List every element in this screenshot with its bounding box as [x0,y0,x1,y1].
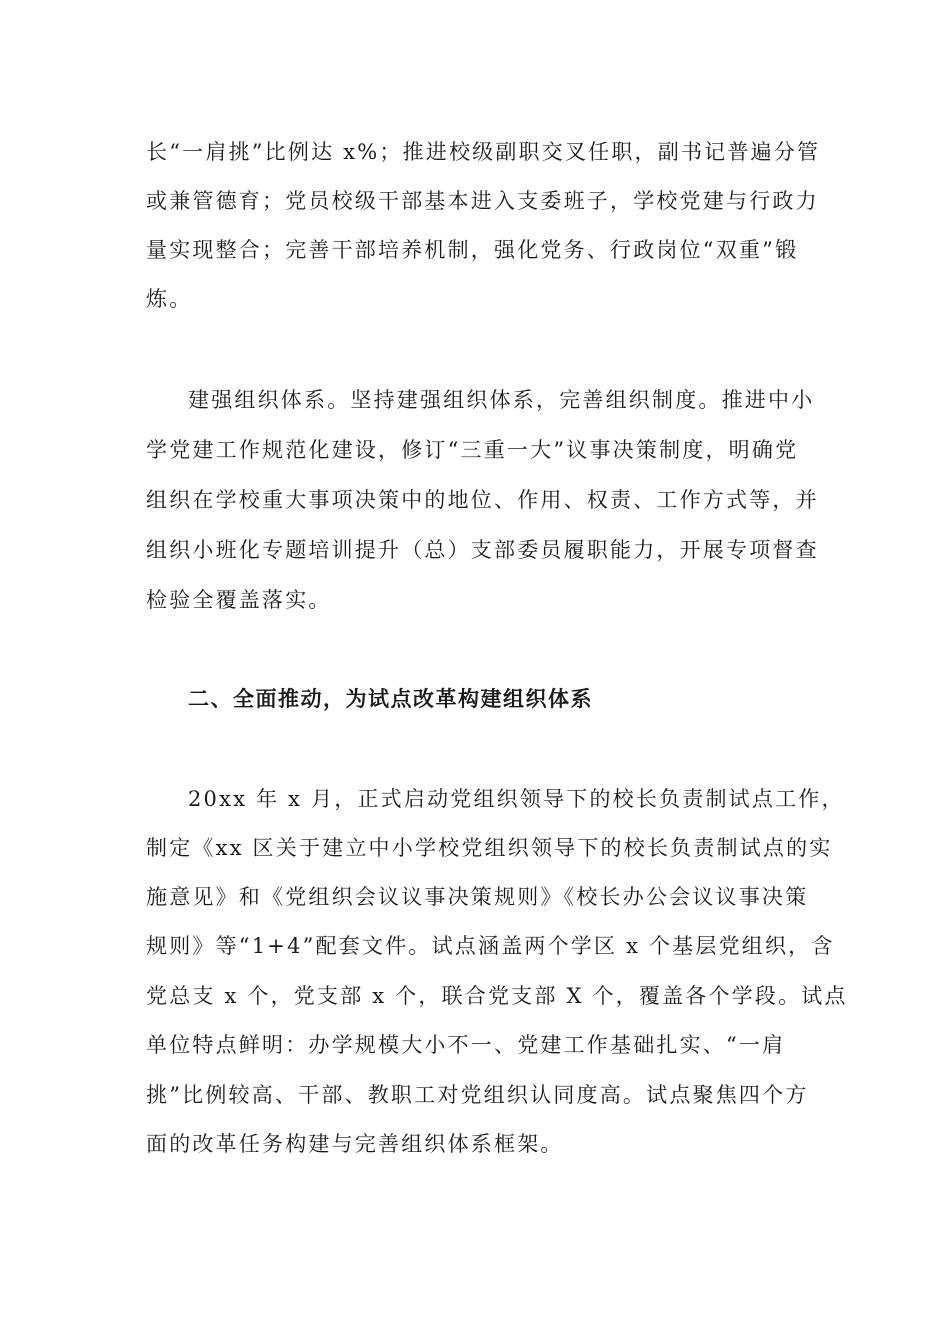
text-line: 单位特点鲜明：办学规模大小不一、党建工作基础扎实、“一肩 [146,1033,786,1057]
text-line: 建强组织体系。坚持建强组织体系，完善组织制度。推进中小 [188,388,815,412]
text-line: 检验全覆盖落实。 [146,588,332,612]
text-line: 组织在学校重大事项决策中的地位、作用、权责、工作方式等，并 [146,488,819,512]
text-line: 或兼管德育；党员校级干部基本进入支委班子，学校党建与行政力 [146,189,819,213]
text-line: 党总支 x 个，党支部 x 个，联合党支部 X 个，覆盖各个学段。试点 [146,984,848,1008]
text-line: 规则》等“1+4”配套文件。试点涵盖两个学区 x 个基层党组织，含 [146,934,835,958]
section-heading: 二、全面推动，为试点改革构建组织体系 [188,686,593,711]
text-line: 面的改革任务构建与完善组织体系框架。 [146,1132,564,1156]
text-line: 学党建工作规范化建设，修订“三重一大”议事决策制度，明确党 [146,438,799,462]
text-line: 长“一肩挑”比例达 x%；推进校级副职交叉任职，副书记普遍分管 [146,140,821,164]
text-line: 施意见》和《党组织会议议事决策规则》《校长办公会议议事决策 [146,885,809,909]
text-line: 挑”比例较高、干部、教职工对党组织认同度高。试点聚焦四个方 [146,1083,809,1107]
text-line: 20xx 年 x 月，正式启动党组织领导下的校长负责制试点工作， [188,787,845,811]
text-line: 量实现整合；完善干部培养机制，强化党务、行政岗位“双重”锻 [146,238,799,262]
text-line: 炼。 [146,287,193,311]
text-line: 组织小班化专题培训提升（总）支部委员履职能力，开展专项督查 [146,538,819,562]
text-line: 制定《xx 区关于建立中小学校党组织领导下的校长负责制试点的实 [146,836,833,860]
